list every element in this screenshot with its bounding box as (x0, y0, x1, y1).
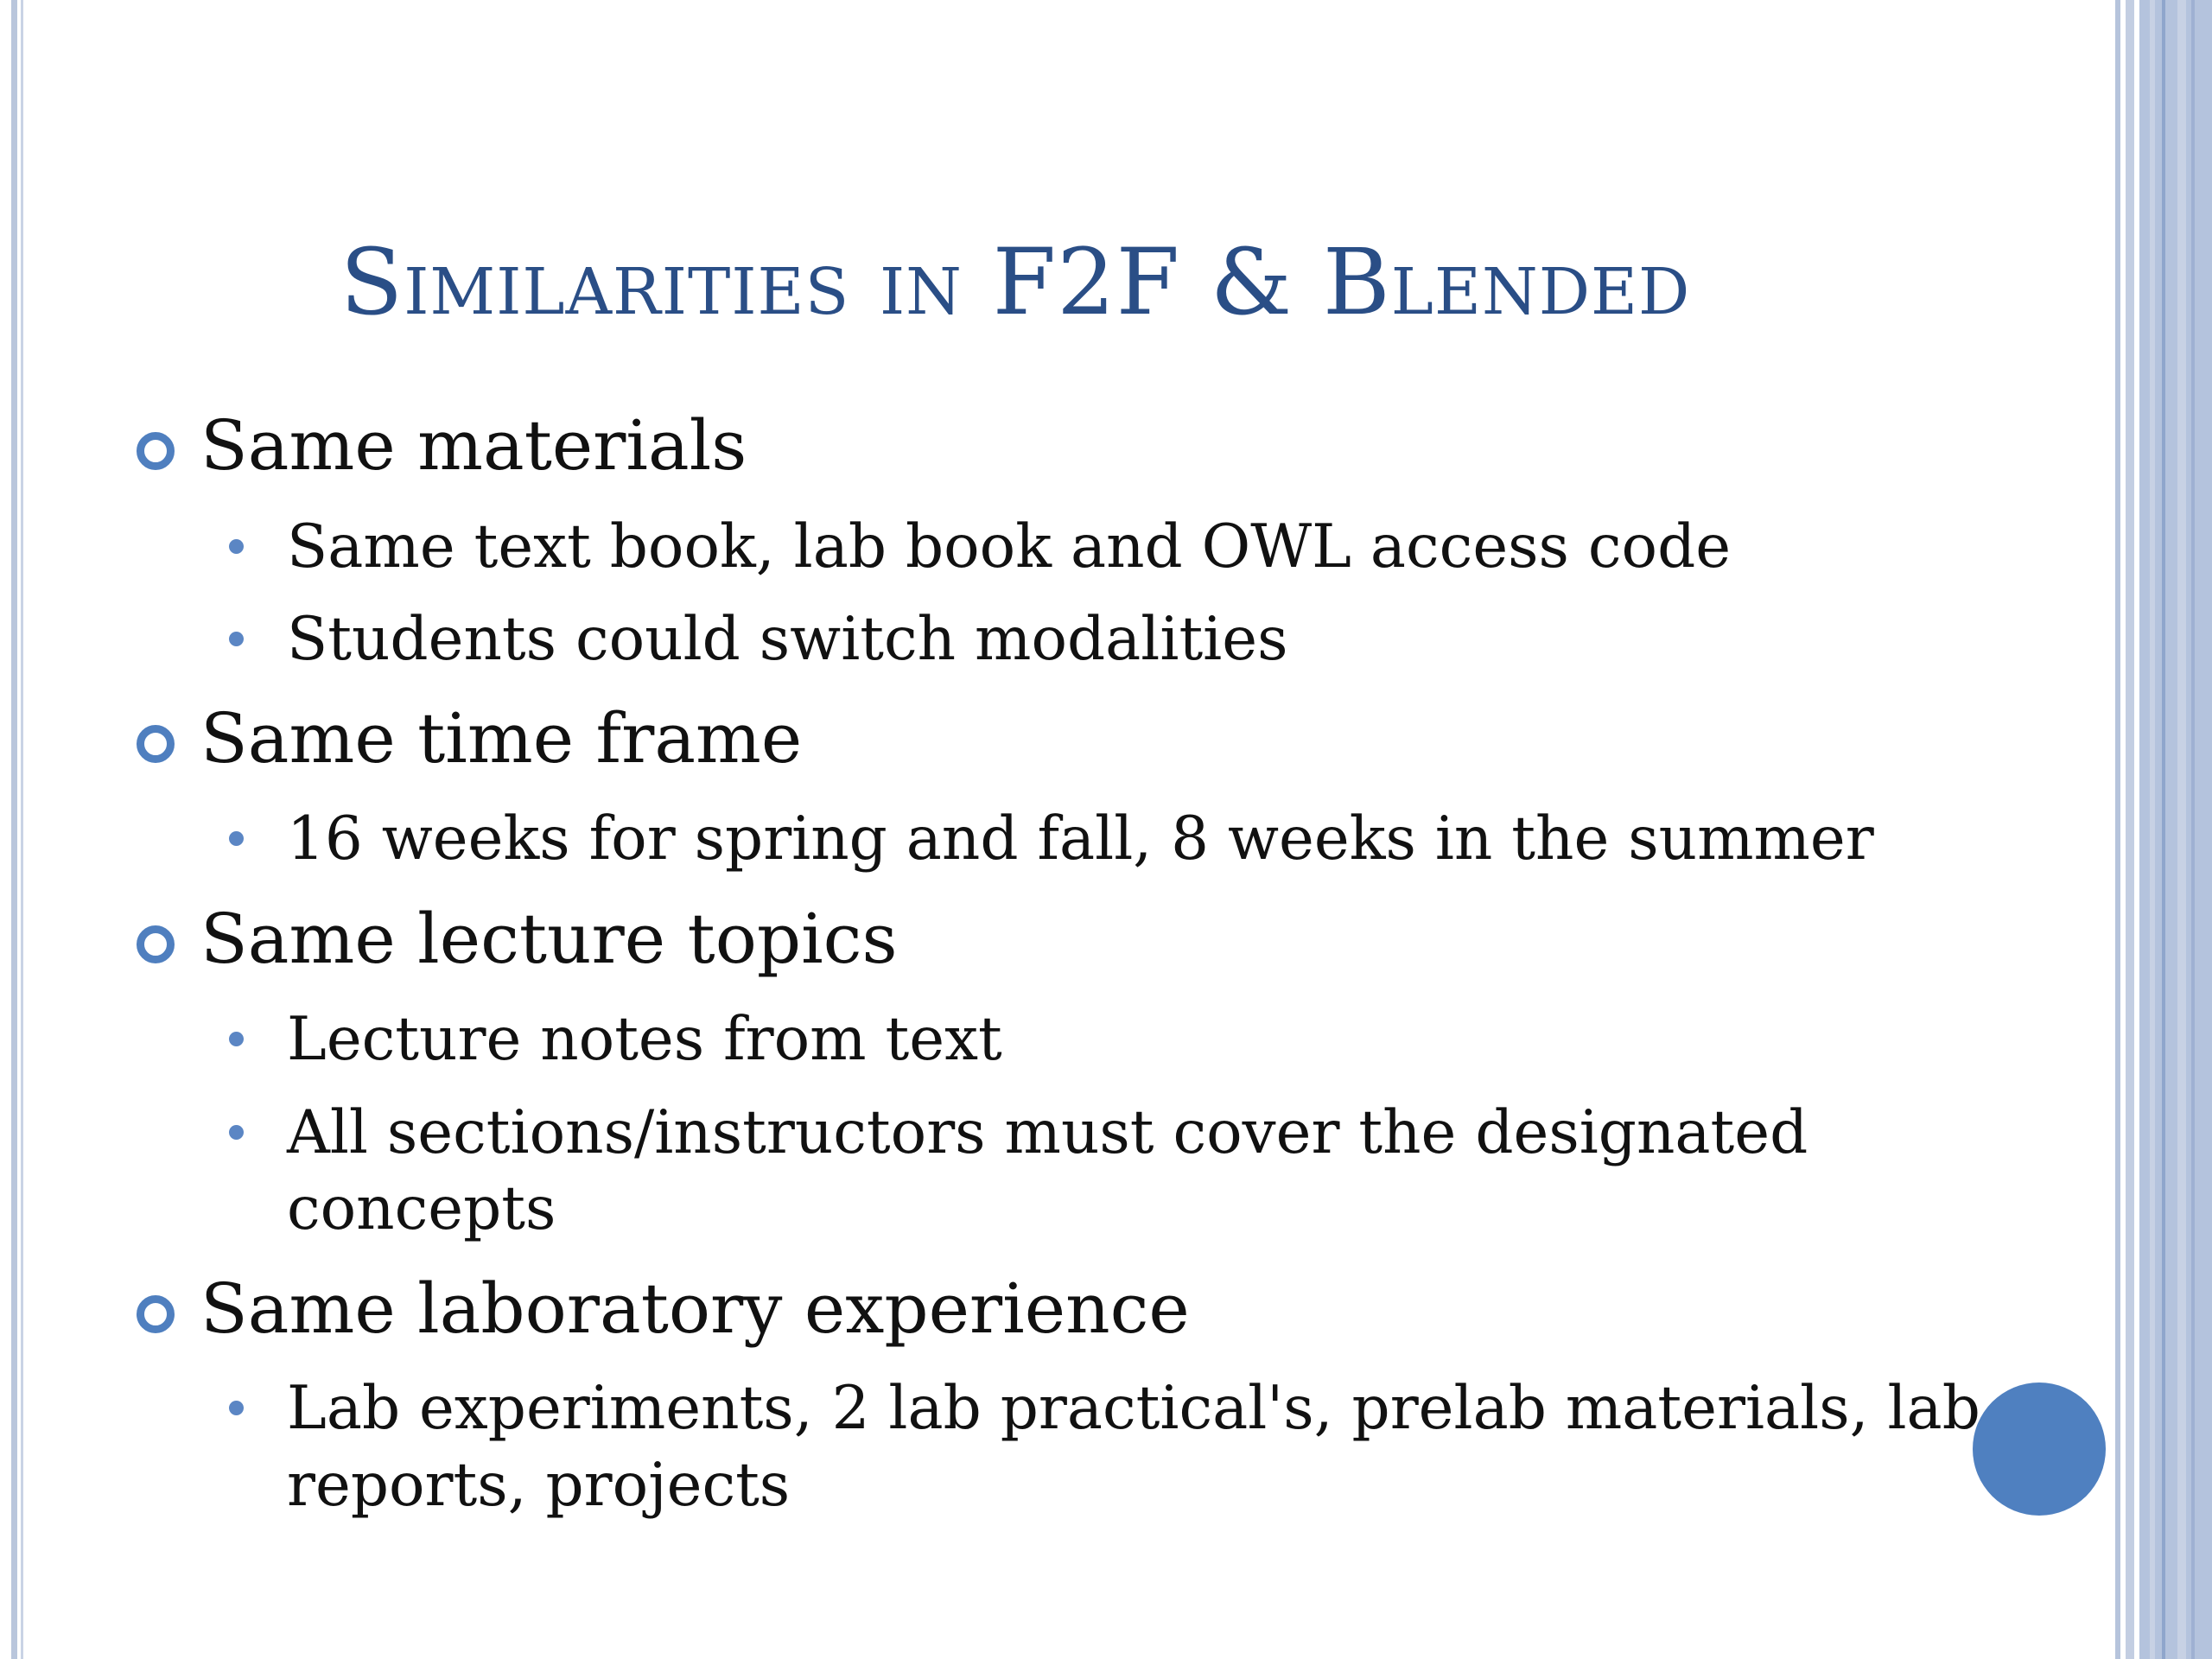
decorative-circle-icon (1973, 1382, 2106, 1516)
sub-bullet-item: Students could switch modalities (287, 605, 1288, 674)
slide-title: Similarities in F2F & Blended (340, 229, 1691, 335)
filled-dot-bullet-icon (229, 1032, 244, 1046)
hollow-circle-bullet-icon (137, 725, 175, 763)
sub-bullet-item: Lab experiments, 2 lab practical's, prelab materials, lab (287, 1374, 1980, 1443)
filled-dot-bullet-icon (229, 539, 244, 554)
sub-bullet-item: 16 weeks for spring and fall, 8 weeks in the summer (287, 804, 1874, 874)
bullet-item: Same lecture topics (200, 899, 898, 979)
bullet-item: Same materials (200, 405, 747, 486)
sub-bullet-item-continued: concepts (287, 1174, 556, 1243)
sub-bullet-item: All sections/instructors must cover the designated (287, 1098, 1808, 1167)
sub-bullet-item-continued: reports, projects (287, 1451, 791, 1520)
filled-dot-bullet-icon (229, 1125, 244, 1140)
hollow-circle-bullet-icon (137, 1295, 175, 1333)
hollow-circle-bullet-icon (137, 925, 175, 963)
filled-dot-bullet-icon (229, 1401, 244, 1415)
filled-dot-bullet-icon (229, 831, 244, 846)
filled-dot-bullet-icon (229, 632, 244, 646)
sub-bullet-item: Lecture notes from text (287, 1005, 1002, 1074)
hollow-circle-bullet-icon (137, 432, 175, 470)
bullet-item: Same laboratory experience (200, 1268, 1190, 1349)
bullet-item: Same time frame (200, 698, 803, 779)
sub-bullet-item: Same text book, lab book and OWL access code (287, 512, 1732, 582)
